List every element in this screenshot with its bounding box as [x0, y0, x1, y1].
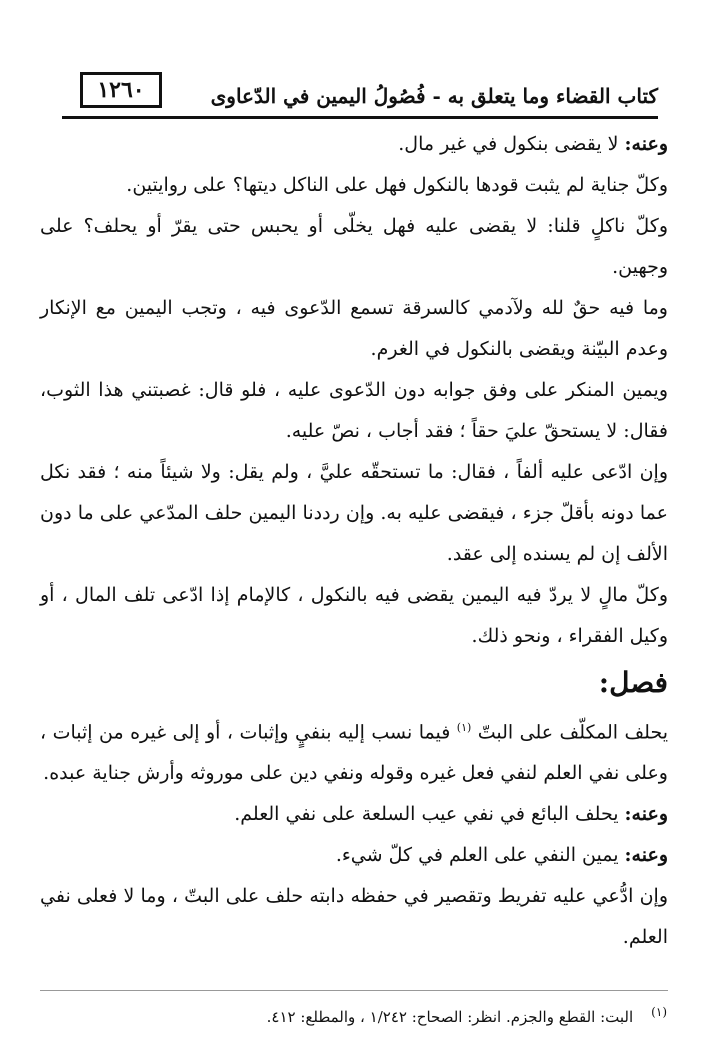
paragraph [40, 707, 668, 794]
running-title: كتاب القضاء وما يتعلق به - فُصُولُ اليمين في الدّعاوى [210, 84, 658, 108]
paragraph-text: فيما نسب إليه بنفيٍ وإثبات ، أو إلى غيره من إثبات ، وعلى نفي العلم لنفي فعل غيره وقوله ونفي دين على موروثه وأرش جناية عبده. [40, 721, 668, 785]
paragraph-text: لا يقضى بنكول في غير مال. [398, 133, 625, 155]
paragraph [40, 575, 668, 657]
footnote-text: البت: القطع والجزم. انظر: الصحاح: ١/٢٤٢ ، والمطلع: ٤١٢. [266, 1008, 634, 1026]
main-text [40, 124, 668, 958]
paragraph [40, 835, 668, 876]
paragraph [40, 206, 668, 288]
paragraph [40, 124, 668, 165]
paragraph [40, 288, 668, 370]
section-heading [40, 661, 668, 705]
paragraph [40, 794, 668, 835]
paragraph-lead: وعنه: [624, 803, 668, 826]
page-header [62, 70, 658, 119]
paragraph-text: وكلّ مالٍ لا يردّ فيه اليمين يقضى فيه بالنكول ، كالإمام إذا ادّعى تلف المال ، أو وكيل الفقراء ، ونحو ذلك. [40, 584, 668, 647]
section-heading-text: فصل: [598, 666, 668, 699]
footnote-divider [40, 990, 668, 991]
paragraph [40, 452, 668, 575]
footnote-reference: (١) [456, 721, 472, 734]
paragraph-text: يحلف البائع في نفي عيب السلعة على نفي العلم. [234, 803, 625, 826]
paragraph [40, 165, 668, 206]
footnote [180, 1000, 667, 1029]
paragraph-lead: وعنه: [624, 844, 668, 867]
footnote-marker: (١) [651, 1005, 667, 1019]
paragraph-text: وإن ادّعى عليه ألفاً ، فقال: ما تستحقّه عليَّ ، ولم يقل: ولا شيئاً منه ؛ فقد نكل عما دونه بأقلّ جزء ، فيقضى عليه به. وإن رددنا اليمين حلف المدّعي على ما دون الألف إن لم يسنده إلى عقد. [40, 461, 668, 565]
paragraph-text: وما فيه حقٌ لله ولآدمي كالسرقة تسمع الدّعوى فيه ، وتجب اليمين مع الإنكار وعدم البيّنة ويقضى بالنكول في الغرم. [40, 297, 668, 360]
paragraph-text: وإن ادُّعي عليه تفريط وتقصير في حفظه دابته حلف على البتّ ، وما لا فعلى نفي العلم. [40, 885, 668, 949]
paragraph-text: وكلّ جناية لم يثبت قودها بالنكول فهل على الناكل ديتها؟ على روايتين. [126, 174, 668, 196]
paragraph-text: يمين النفي على العلم في كلّ شيء. [335, 844, 625, 867]
paragraph-text: يحلف المكلّف على البتّ [477, 721, 668, 744]
paragraph-text: ويمين المنكر على وفق جوابه دون الدّعوى عليه ، فلو قال: غصبتني هذا الثوب، فقال: لا يستحقّ عليَ حقاً ؛ فقد أجاب ، نصّ عليه. [40, 379, 668, 442]
paragraph-lead: وعنه: [624, 133, 668, 155]
paragraph [40, 370, 668, 452]
paragraph [40, 876, 668, 958]
paragraph-text: وكلّ ناكلٍ قلنا: لا يقضى عليه فهل يخلّى أو يحبس حتى يقرّ أو يحلف؟ على وجهين. [40, 215, 668, 278]
page-number: ١٢٦٠ [80, 72, 162, 108]
